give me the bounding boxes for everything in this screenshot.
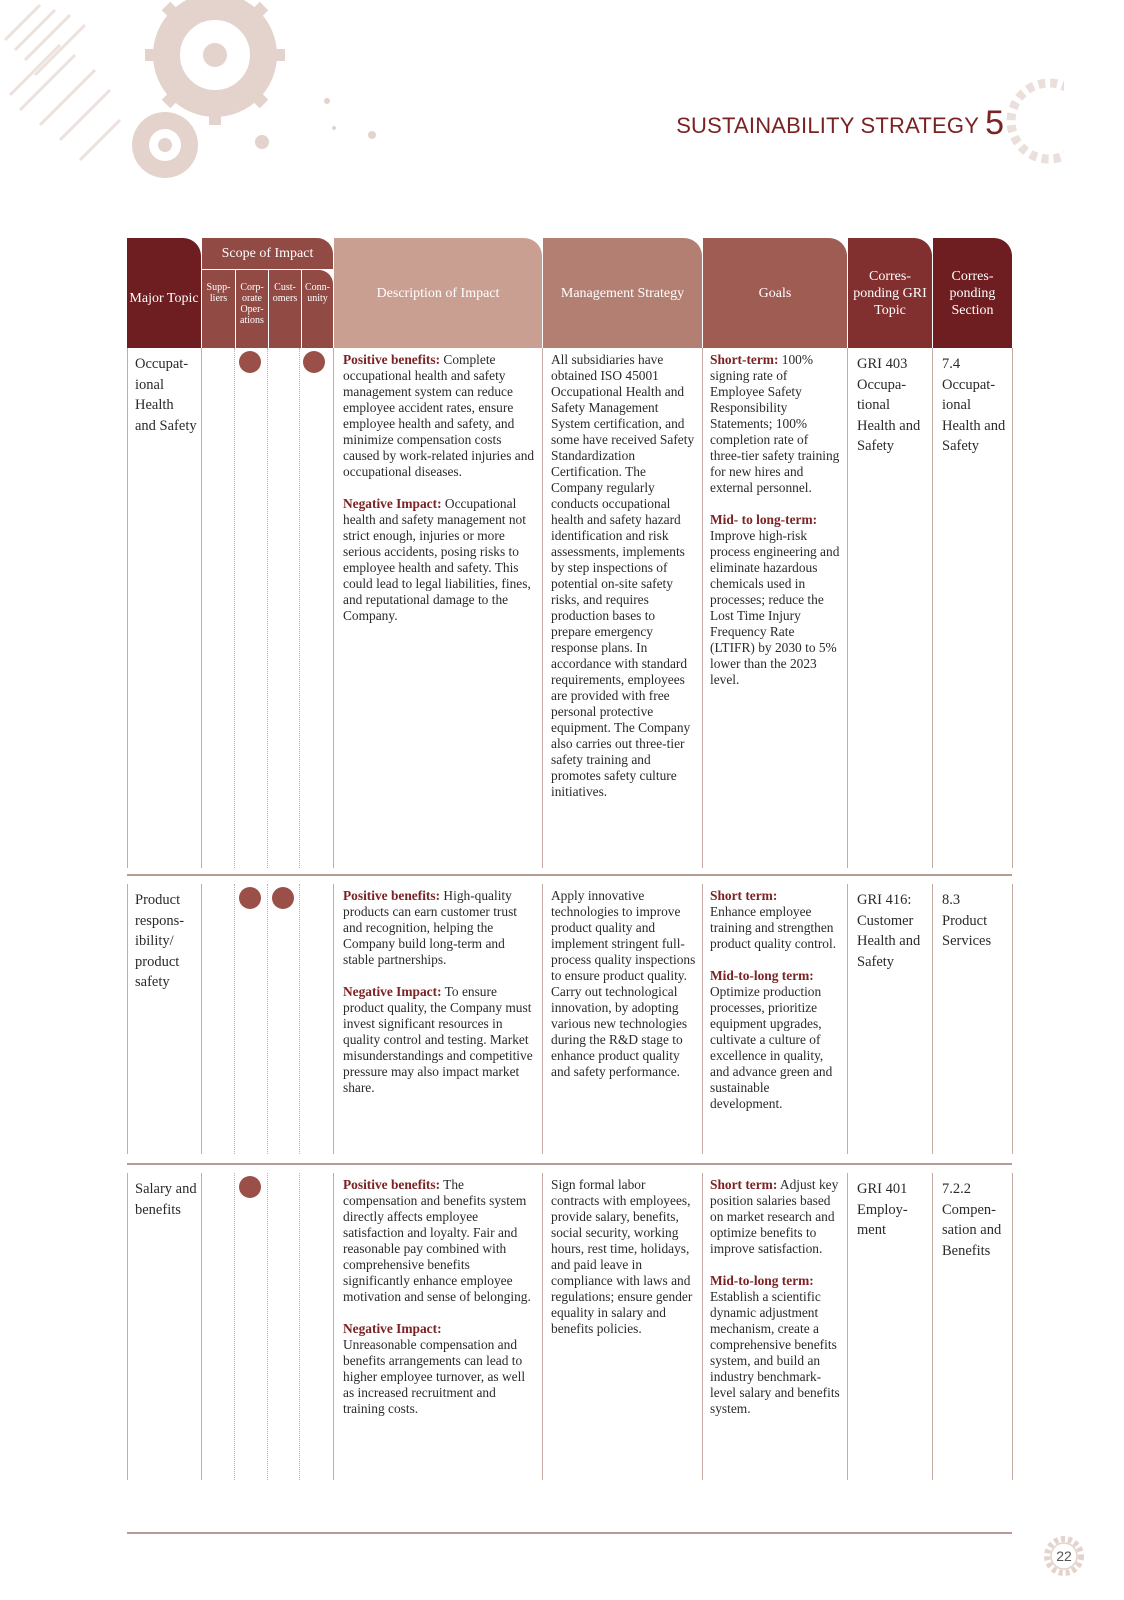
mid-term-label: Mid-to-long term: — [710, 968, 814, 983]
positive-label: Positive benefits: — [343, 888, 441, 903]
impact-description — [343, 352, 535, 640]
impact-dot-operations — [239, 1176, 261, 1198]
negative-text: Occupational health and safety management not strict enough, injuries or more serious accidents, posing risks to employee health and safety. This could lead to legal liabilities, fines, and reputational damage to the Company. — [343, 496, 531, 623]
positive-text: Complete occupational health and safety management system can reduce employee accident rates, ensure employee health and safety, and minimize compensation costs caused by work-related injuries and occupational diseases. — [343, 352, 535, 479]
gri-topic: GRI 401 Employ-ment — [857, 1181, 908, 1238]
short-term-text: Enhance employee training and strengthen product quality control. — [710, 904, 837, 951]
impact-dot-community — [303, 351, 325, 373]
mid-term-label: Mid- to long-term: — [710, 512, 818, 527]
col-management: Management Strategy — [543, 238, 702, 348]
impact-dot-customers — [272, 887, 294, 909]
short-term-label: Short term: — [710, 888, 778, 903]
col-scope-group — [202, 238, 333, 348]
goals — [710, 352, 842, 704]
col-section: Corres-ponding Section — [933, 238, 1012, 348]
positive-text: High-quality products can earn customer trust and recognition, helping the Company build long-term and stable partnerships. — [343, 888, 518, 967]
col-scope-community: Conn-unity — [302, 270, 333, 348]
report-section: 8.3 Product Services — [942, 892, 992, 949]
topic-name: Product respons-ibility/ product safety — [135, 892, 185, 990]
gri-topic: GRI 416: Customer Health and Safety — [857, 892, 921, 970]
material-topics-table — [127, 238, 1029, 1416]
positive-label: Positive benefits: — [343, 352, 441, 367]
col-scope-customers: Cust-omers — [269, 270, 301, 348]
negative-label: Negative Impact: — [343, 496, 442, 511]
row-divider — [127, 874, 1012, 876]
page-header — [676, 106, 1004, 140]
management-strategy: Apply innovative technologies to improve product quality and implement stringent full-process quality inspections to ensure product quality. Carry out technological innovation, by adopting various new technologies during the R&D stage to enhance product quality and safety performance. — [551, 888, 696, 1079]
chapter-number: 5 — [985, 104, 1004, 142]
report-section: 7.4 Occupat-ional Health and Safety — [942, 356, 1006, 454]
table-row — [127, 1173, 1012, 1480]
mid-term-label: Mid-to-long term: — [710, 1273, 814, 1288]
goals — [710, 888, 842, 1128]
negative-text: To ensure product quality, the Company must invest significant resources in quality control and testing. Market misunderstandings and competitive pressure may also impact market share. — [343, 984, 533, 1095]
col-goals: Goals — [703, 238, 847, 348]
negative-label: Negative Impact: — [343, 1321, 442, 1336]
page-number — [1044, 1536, 1084, 1576]
negative-label: Negative Impact: — [343, 984, 442, 999]
management-strategy: All subsidiaries have obtained ISO 45001 Occupational Health and Safety Management System certification, and some have received Safety Standardization Certification. The Company regularly conducts occupational health and safety hazard identification and risk assessments, implements by step inspections of potential on-site safety risks, and requires production bases to prepare emergency response plans. In accordance with standard requirements, employees are provided with free personal protective equipment. The Company also carries out three-tier safety training and promotes safety culture initiatives. — [551, 352, 695, 799]
table-row — [127, 348, 1012, 868]
col-scope-suppliers: Supp-liers — [202, 270, 235, 348]
positive-text: The compensation and benefits system directly affects employee satisfaction and loyalty. Fair and reasonable pay combined with comprehensive benefits significantly enhance employee motivation and sense of belonging. — [343, 1177, 531, 1304]
gear-icon — [1004, 76, 1064, 166]
section-title: SUSTAINABILITY STRATEGY — [676, 113, 980, 138]
col-scope: Scope of Impact — [202, 238, 333, 269]
col-description: Description of Impact — [334, 238, 542, 348]
impact-description — [343, 888, 535, 1112]
row-divider — [127, 1163, 1012, 1165]
col-gri: Corres-ponding GRI Topic — [848, 238, 932, 348]
topic-name: Occupat-ional Health and Safety — [135, 356, 197, 434]
mid-term-text: Optimize production processes, prioritize equipment upgrades, cultivate a culture of excellence in quality, and advance green and sustainable development. — [710, 984, 833, 1111]
table-row — [127, 884, 1012, 1154]
short-term-text: 100% signing rate of Employee Safety Responsibility Statements; 100% completion rate of three-tier safety training for new hires and external personnel. — [710, 352, 840, 495]
management-strategy: Sign formal labor contracts with employees, provide salary, benefits, social security, working hours, rest time, holidays, and paid leave in compliance with laws and regulations; ensure gender equality in salary and benefits policies. — [551, 1177, 693, 1336]
short-term-text: Adjust key position salaries based on market research and optimize benefits to improve satisfaction. — [710, 1177, 839, 1256]
short-term-label: Short term: — [710, 1177, 778, 1192]
short-term-label: Short-term: — [710, 352, 779, 367]
mid-term-text: Improve high-risk process engineering and eliminate hazardous chemicals used in processes; reduce the Lost Time Injury Frequency Rate (LTIFR) by 2030 to 5% lower than the 2023 level. — [710, 528, 840, 687]
col-scope-operations: Corp-orate Oper-ations — [236, 270, 268, 348]
negative-text: Unreasonable compensation and benefits arrangements can lead to higher employee turnover, as well as increased recruitment and training costs. — [343, 1337, 526, 1416]
impact-dot-operations — [239, 887, 261, 909]
impact-dot-operations — [239, 351, 261, 373]
impact-description — [343, 1177, 535, 1433]
table-header — [127, 238, 1029, 348]
page-number-text: 22 — [1056, 1548, 1072, 1564]
positive-label: Positive benefits: — [343, 1177, 441, 1192]
goals — [710, 1177, 842, 1433]
gear-decoration — [0, 0, 420, 220]
gri-topic: GRI 403 Occupa-tional Health and Safety — [857, 356, 921, 454]
table-bottom-border — [127, 1532, 1012, 1534]
report-section: 7.2.2 Compen-sation and Benefits — [942, 1181, 1002, 1259]
col-major-topic: Major Topic — [127, 238, 201, 348]
mid-term-text: Establish a scientific dynamic adjustment mechanism, create a comprehensive benefits system, and build an industry benchmark-level salary and benefits system. — [710, 1289, 840, 1416]
topic-name: Salary and benefits — [135, 1181, 197, 1218]
